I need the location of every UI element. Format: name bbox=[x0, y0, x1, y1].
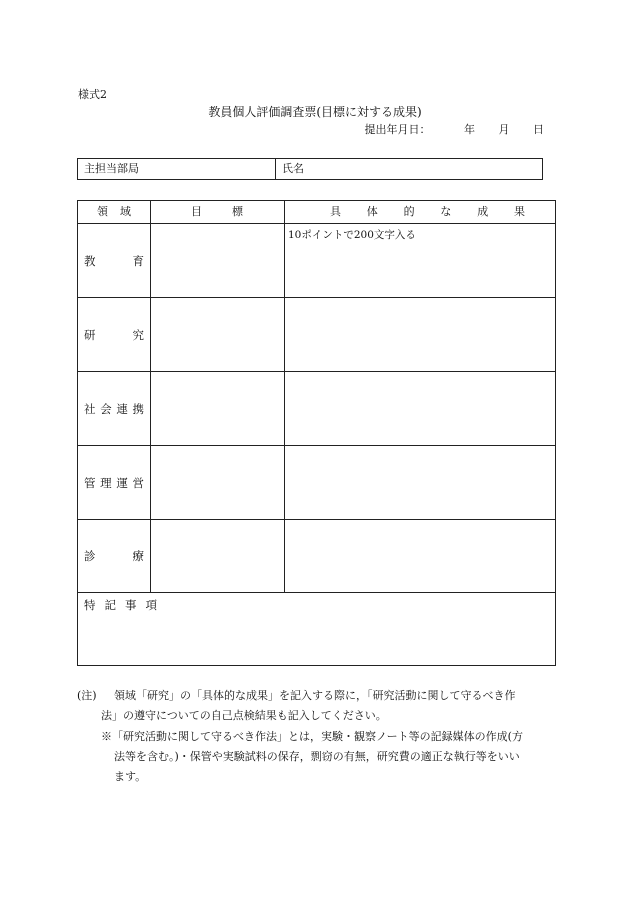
achievement-text: 10ポイントで200文字入る bbox=[288, 229, 416, 241]
header-char: 目 bbox=[191, 205, 202, 218]
form-number: 様式2 bbox=[78, 88, 107, 101]
row-label-research bbox=[84, 298, 144, 371]
header-goal bbox=[150, 201, 284, 223]
row-label-clinical bbox=[84, 520, 144, 592]
header-char: 体 bbox=[366, 205, 378, 218]
header-char: 標 bbox=[232, 205, 243, 218]
name-field[interactable] bbox=[276, 159, 542, 179]
submission-date bbox=[365, 121, 545, 137]
header-char: 具 bbox=[330, 205, 341, 218]
header-char: 領 bbox=[97, 205, 108, 218]
page-title: 教員個人評価調査票(目標に対する成果) bbox=[208, 105, 422, 119]
dept-label: 主担当部局 bbox=[84, 162, 139, 175]
row-label-management bbox=[84, 446, 144, 519]
header-domain bbox=[78, 201, 150, 223]
header-char: な bbox=[440, 205, 452, 218]
table-row[interactable] bbox=[78, 520, 555, 593]
row-label-char: 教 bbox=[84, 253, 96, 268]
evaluation-table bbox=[77, 200, 556, 666]
note-line: 法等を含む。)・保管や実験試料の保存，剽窃の有無，研究費の適正な執行等をいい bbox=[114, 750, 520, 763]
date-day: 日 bbox=[533, 123, 544, 136]
header-achievement bbox=[284, 201, 555, 223]
special-notes-label bbox=[84, 597, 166, 613]
date-month: 月 bbox=[498, 123, 510, 136]
row-label-char: 究 bbox=[132, 327, 144, 342]
row-label-char: 管 bbox=[84, 475, 96, 490]
table-row[interactable] bbox=[78, 446, 555, 520]
row-label-social bbox=[84, 372, 144, 445]
row-label-char: 育 bbox=[132, 253, 144, 268]
row-label-char: 研 bbox=[84, 327, 96, 342]
table-row[interactable] bbox=[78, 224, 555, 298]
note-line: 領域「研究」の「具体的な成果」を記入する際に，「研究活動に関して守るべき作 bbox=[114, 689, 516, 702]
header-char: 果 bbox=[513, 205, 525, 218]
header-char: 域 bbox=[120, 205, 131, 218]
date-year: 年 bbox=[464, 123, 475, 136]
row-label-char: 営 bbox=[132, 475, 144, 490]
name-label: 氏名 bbox=[282, 162, 304, 175]
row-label-char: 会 bbox=[100, 401, 112, 416]
row-label-char: 運 bbox=[116, 475, 128, 490]
special-char: 事 bbox=[125, 598, 137, 612]
dept-field[interactable] bbox=[78, 159, 276, 179]
row-label-char: 携 bbox=[132, 401, 144, 416]
row-label-char: 社 bbox=[84, 401, 96, 416]
info-table bbox=[77, 158, 543, 180]
header-char: 成 bbox=[477, 205, 489, 218]
table-row[interactable] bbox=[78, 298, 555, 372]
special-char: 特 bbox=[84, 598, 96, 612]
row-label-char: 療 bbox=[132, 549, 144, 563]
row-label-char: 診 bbox=[84, 549, 96, 563]
note-prefix: (注) bbox=[77, 689, 97, 702]
special-char: 記 bbox=[104, 598, 116, 612]
note-line: ます。 bbox=[114, 770, 147, 783]
header-char: 的 bbox=[403, 205, 415, 218]
note-line: ※「研究活動に関して守るべき作法」とは，実験・観察ノート等の記録媒体の作成(方 bbox=[101, 730, 523, 743]
row-label-char: 理 bbox=[100, 475, 112, 490]
row-label-char: 連 bbox=[116, 401, 128, 416]
table-row[interactable] bbox=[78, 372, 555, 446]
date-label: 提出年月日： bbox=[364, 123, 431, 136]
note-line: 法」の遵守についての自己点検結果も記入してください。 bbox=[101, 709, 387, 722]
special-char: 項 bbox=[145, 598, 157, 612]
row-label-education bbox=[84, 224, 144, 297]
